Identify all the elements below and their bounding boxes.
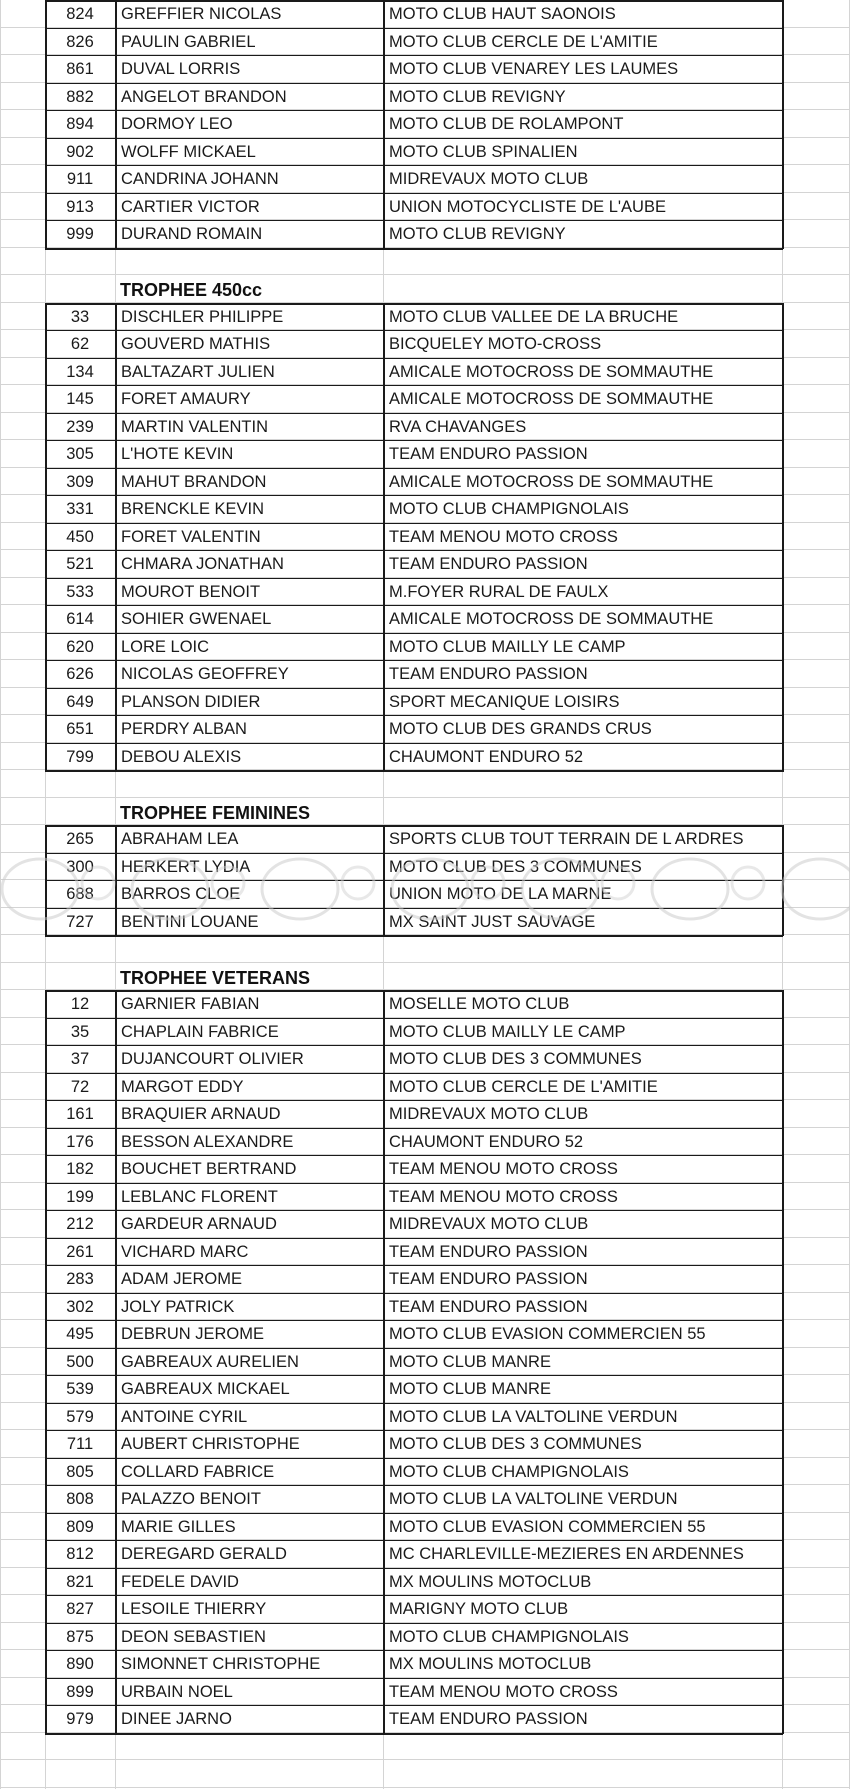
rider-name: SOHIER GWENAEL	[121, 610, 272, 628]
club-name: MOTO CLUB CHAMPIGNOLAIS	[389, 1462, 629, 1481]
bib-number: 999	[66, 225, 94, 243]
rider-name: DINEE JARNO	[121, 1710, 232, 1728]
bib-number: 882	[66, 87, 94, 106]
rider-name: GOUVERD MATHIS	[121, 335, 271, 353]
club-name: MOTO CLUB MANRE	[389, 1380, 551, 1398]
club-name: MOTO CLUB REVIGNY	[389, 225, 566, 243]
rider-name: VICHARD MARC	[121, 1242, 249, 1261]
club-name: TEAM ENDURO PASSION	[389, 1710, 588, 1728]
rider-name: CHMARA JONATHAN	[121, 555, 284, 573]
bib-number: 902	[66, 142, 94, 161]
bib-number: 826	[66, 32, 94, 51]
club-name: MOSELLE MOTO CLUB	[389, 995, 570, 1013]
bib-number: 539	[66, 1380, 94, 1398]
gridline	[0, 274, 850, 275]
bib-number: 805	[66, 1462, 94, 1481]
bib-number: 890	[66, 1655, 94, 1673]
club-name: UNION MOTOCYCLISTE DE L'AUBE	[389, 197, 666, 216]
bib-number: 261	[66, 1242, 94, 1261]
bib-number: 302	[66, 1297, 94, 1316]
bib-number: 300	[66, 857, 94, 876]
club-name: MOTO CLUB CHAMPIGNOLAIS	[389, 500, 629, 518]
bib-number: 182	[66, 1160, 94, 1178]
bib-number: 861	[66, 60, 94, 78]
rider-name: BESSON ALEXANDRE	[121, 1132, 294, 1151]
club-name: MOTO CLUB CHAMPIGNOLAIS	[389, 1627, 629, 1646]
club-name: MIDREVAUX MOTO CLUB	[389, 1215, 589, 1233]
club-name: MOTO CLUB HAUT SAONOIS	[389, 5, 616, 23]
club-name: MOTO CLUB EVASION COMMERCIEN 55	[389, 1517, 706, 1536]
club-name: MOTO CLUB VENAREY LES LAUMES	[389, 60, 679, 78]
club-name: AMICALE MOTOCROSS DE SOMMAUTHE	[389, 390, 714, 408]
bib-number: 808	[66, 1490, 94, 1508]
rider-name: ANTOINE CYRIL	[121, 1407, 248, 1426]
club-name: TEAM MENOU MOTO CROSS	[389, 1160, 618, 1178]
bib-number: 651	[66, 720, 94, 738]
club-name: MC CHARLEVILLE-MEZIERES EN ARDENNES	[389, 1545, 744, 1563]
rider-name: GABREAUX MICKAEL	[121, 1380, 290, 1398]
club-name: AMICALE MOTOCROSS DE SOMMAUTHE	[389, 610, 714, 628]
rider-name: MOUROT BENOIT	[121, 582, 261, 601]
bib-number: 495	[66, 1325, 94, 1343]
club-name: MOTO CLUB DES 3 COMMUNES	[389, 857, 642, 876]
club-name: TEAM ENDURO PASSION	[389, 555, 588, 573]
bib-number: 649	[66, 692, 94, 711]
club-name: TEAM ENDURO PASSION	[389, 1297, 588, 1316]
club-name: MOTO CLUB MANRE	[389, 1352, 551, 1371]
bib-number: 72	[70, 1077, 90, 1096]
bib-number: 35	[70, 1022, 90, 1041]
bib-number: 199	[66, 1187, 94, 1206]
bib-number: 309	[66, 472, 94, 491]
rider-name: MARIE GILLES	[121, 1517, 236, 1536]
rider-name: DUVAL LORRIS	[121, 60, 241, 78]
club-name: BICQUELEY MOTO-CROSS	[389, 335, 602, 353]
rider-name: BOUCHET BERTRAND	[121, 1160, 297, 1178]
rider-name: DEREGARD GERALD	[121, 1545, 287, 1563]
rider-name: CHAPLAIN FABRICE	[121, 1022, 279, 1041]
club-name: MOTO CLUB CERCLE DE L'AMITIE	[389, 1077, 658, 1096]
bib-number: 799	[66, 747, 94, 766]
club-name: MOTO CLUB EVASION COMMERCIEN 55	[389, 1325, 706, 1343]
gridline	[0, 0, 1, 1789]
bib-number: 626	[66, 665, 94, 683]
club-name: SPORT MECANIQUE LOISIRS	[389, 692, 620, 711]
club-name: TEAM MENOU MOTO CROSS	[389, 1187, 618, 1206]
rider-name: BRAQUIER ARNAUD	[121, 1105, 281, 1123]
rider-name: GARNIER FABIAN	[121, 995, 260, 1013]
gridline	[0, 1787, 850, 1788]
club-name: UNION MOTO DE LA MARNE	[389, 885, 612, 903]
bib-number: 875	[66, 1627, 94, 1646]
rider-name: COLLARD FABRICE	[121, 1462, 275, 1481]
rider-name: DEBRUN JEROME	[121, 1325, 265, 1343]
club-name: TEAM ENDURO PASSION	[389, 445, 588, 463]
rider-name: PLANSON DIDIER	[121, 692, 261, 711]
club-name: TEAM MENOU MOTO CROSS	[389, 527, 618, 546]
bib-number: 533	[66, 582, 94, 601]
bib-number: 827	[66, 1600, 94, 1618]
bib-number: 161	[66, 1105, 94, 1123]
section-title: TROPHEE VETERANS	[120, 967, 311, 988]
rider-name: GARDEUR ARNAUD	[121, 1215, 277, 1233]
club-name: MOTO CLUB DES 3 COMMUNES	[389, 1435, 642, 1453]
bib-number: 331	[66, 500, 94, 518]
club-name: MARIGNY MOTO CLUB	[389, 1600, 569, 1618]
club-name: MOTO CLUB LA VALTOLINE VERDUN	[389, 1490, 678, 1508]
bib-number: 33	[70, 307, 90, 326]
club-name: AMICALE MOTOCROSS DE SOMMAUTHE	[389, 472, 714, 491]
club-name: M.FOYER RURAL DE FAULX	[389, 582, 609, 601]
rider-name: AUBERT CHRISTOPHE	[121, 1435, 300, 1453]
rider-name: SIMONNET CHRISTOPHE	[121, 1655, 321, 1673]
bib-number: 979	[66, 1710, 94, 1728]
gridline	[0, 962, 850, 963]
rider-name: PAULIN GABRIEL	[121, 32, 256, 51]
bib-number: 37	[70, 1050, 90, 1068]
club-name: MOTO CLUB MAILLY LE CAMP	[389, 637, 626, 656]
watermark-shape	[782, 859, 850, 919]
club-name: TEAM ENDURO PASSION	[389, 665, 588, 683]
rider-name: BALTAZART JULIEN	[121, 362, 275, 381]
rider-name: JOLY PATRICK	[121, 1297, 235, 1316]
bib-number: 521	[66, 555, 94, 573]
rider-name: MARGOT EDDY	[121, 1077, 244, 1096]
club-name: MOTO CLUB DES GRANDS CRUS	[389, 720, 652, 738]
club-name: MX MOULINS MOTOCLUB	[389, 1655, 592, 1673]
club-name: AMICALE MOTOCROSS DE SOMMAUTHE	[389, 362, 714, 381]
rider-name: LEBLANC FLORENT	[121, 1187, 278, 1206]
bib-number: 12	[70, 995, 90, 1013]
rider-name: PERDRY ALBAN	[121, 720, 247, 738]
bib-number: 711	[66, 1435, 94, 1453]
rider-name: GREFFIER NICOLAS	[121, 5, 282, 23]
gridline	[0, 1759, 850, 1760]
club-name: MOTO CLUB MAILLY LE CAMP	[389, 1022, 626, 1041]
club-name: MOTO CLUB LA VALTOLINE VERDUN	[389, 1407, 678, 1426]
club-name: MIDREVAUX MOTO CLUB	[389, 170, 589, 188]
rider-name: DEON SEBASTIEN	[121, 1627, 266, 1646]
club-name: TEAM ENDURO PASSION	[389, 1270, 588, 1288]
bib-number: 894	[66, 115, 94, 133]
rider-name: URBAIN NOEL	[121, 1682, 233, 1701]
bib-number: 688	[66, 885, 94, 903]
section-title: TROPHEE 450cc	[120, 280, 263, 300]
rider-name: FEDELE DAVID	[121, 1572, 239, 1591]
rider-name: HERKERT LYDIA	[121, 857, 251, 876]
rider-name: BARROS CLOE	[121, 885, 241, 903]
bib-number: 821	[66, 1572, 94, 1591]
rider-name: DEBOU ALEXIS	[121, 747, 242, 766]
club-name: MOTO CLUB REVIGNY	[389, 87, 566, 106]
rider-name: PALAZZO BENOIT	[121, 1490, 261, 1508]
table-border	[45, 248, 783, 250]
rider-name: FORET VALENTIN	[121, 527, 261, 546]
bib-number: 283	[66, 1270, 94, 1288]
bib-number: 899	[66, 1682, 94, 1701]
rider-name: DORMOY LEO	[121, 115, 233, 133]
club-name: MOTO CLUB DES 3 COMMUNES	[389, 1050, 642, 1068]
club-name: MOTO CLUB CERCLE DE L'AMITIE	[389, 32, 658, 51]
club-name: CHAUMONT ENDURO 52	[389, 1132, 584, 1151]
section-title: TROPHEE FEMININES	[120, 802, 311, 823]
rider-name: ADAM JEROME	[121, 1270, 243, 1288]
bib-number: 134	[66, 362, 94, 381]
rider-name: CANDRINA JOHANN	[121, 170, 279, 188]
bib-number: 500	[66, 1352, 94, 1371]
bib-number: 145	[66, 390, 94, 408]
club-name: TEAM ENDURO PASSION	[389, 1242, 588, 1261]
rider-name: ABRAHAM LEA	[121, 830, 239, 848]
club-name: MOTO CLUB SPINALIEN	[389, 142, 578, 161]
bib-number: 911	[66, 170, 94, 188]
rider-name: MAHUT BRANDON	[121, 472, 267, 491]
rider-name: FORET AMAURY	[121, 390, 251, 408]
bib-number: 913	[66, 197, 94, 216]
bib-number: 450	[66, 527, 94, 546]
rider-name: NICOLAS GEOFFREY	[121, 665, 289, 683]
table-border	[45, 1733, 783, 1735]
bib-number: 62	[70, 335, 90, 353]
bib-number: 727	[66, 912, 94, 931]
club-name: SPORTS CLUB TOUT TERRAIN DE L ARDRES	[389, 830, 744, 848]
club-name: MX SAINT JUST SAUVAGE	[389, 912, 596, 931]
rider-name: GABREAUX AURELIEN	[121, 1352, 299, 1371]
rider-name: L'HOTE KEVIN	[121, 445, 234, 463]
bib-number: 614	[66, 610, 94, 628]
bib-number: 176	[66, 1132, 94, 1151]
club-name: CHAUMONT ENDURO 52	[389, 747, 584, 766]
bib-number: 812	[66, 1545, 94, 1563]
rider-name: DURAND ROMAIN	[121, 225, 263, 243]
club-name: MIDREVAUX MOTO CLUB	[389, 1105, 589, 1123]
club-name: MX MOULINS MOTOCLUB	[389, 1572, 592, 1591]
club-name: MOTO CLUB VALLEE DE LA BRUCHE	[389, 307, 679, 326]
bib-number: 265	[66, 830, 94, 848]
bib-number: 305	[66, 445, 94, 463]
club-name: RVA CHAVANGES	[389, 417, 527, 436]
rider-name: LORE LOIC	[121, 637, 210, 656]
rider-name: ANGELOT BRANDON	[121, 87, 287, 106]
bib-number: 579	[66, 1407, 94, 1426]
bib-number: 212	[66, 1215, 94, 1233]
rider-name: CARTIER VICTOR	[121, 197, 260, 216]
rider-name: DUJANCOURT OLIVIER	[121, 1050, 304, 1068]
bib-number: 809	[66, 1517, 94, 1536]
rider-name: DISCHLER PHILIPPE	[121, 307, 284, 326]
rider-name: WOLFF MICKAEL	[121, 142, 256, 161]
bib-number: 824	[66, 5, 94, 23]
club-name: MOTO CLUB DE ROLAMPONT	[389, 115, 624, 133]
table-border	[45, 935, 783, 937]
rider-name: LESOILE THIERRY	[121, 1600, 267, 1618]
table-border	[45, 770, 783, 772]
rider-name: BENTINI LOUANE	[121, 912, 259, 931]
gridline	[0, 797, 850, 798]
bib-number: 239	[66, 417, 94, 436]
bib-number: 620	[66, 637, 94, 656]
rider-name: MARTIN VALENTIN	[121, 417, 268, 436]
rider-name: BRENCKLE KEVIN	[121, 500, 265, 518]
club-name: TEAM MENOU MOTO CROSS	[389, 1682, 618, 1701]
